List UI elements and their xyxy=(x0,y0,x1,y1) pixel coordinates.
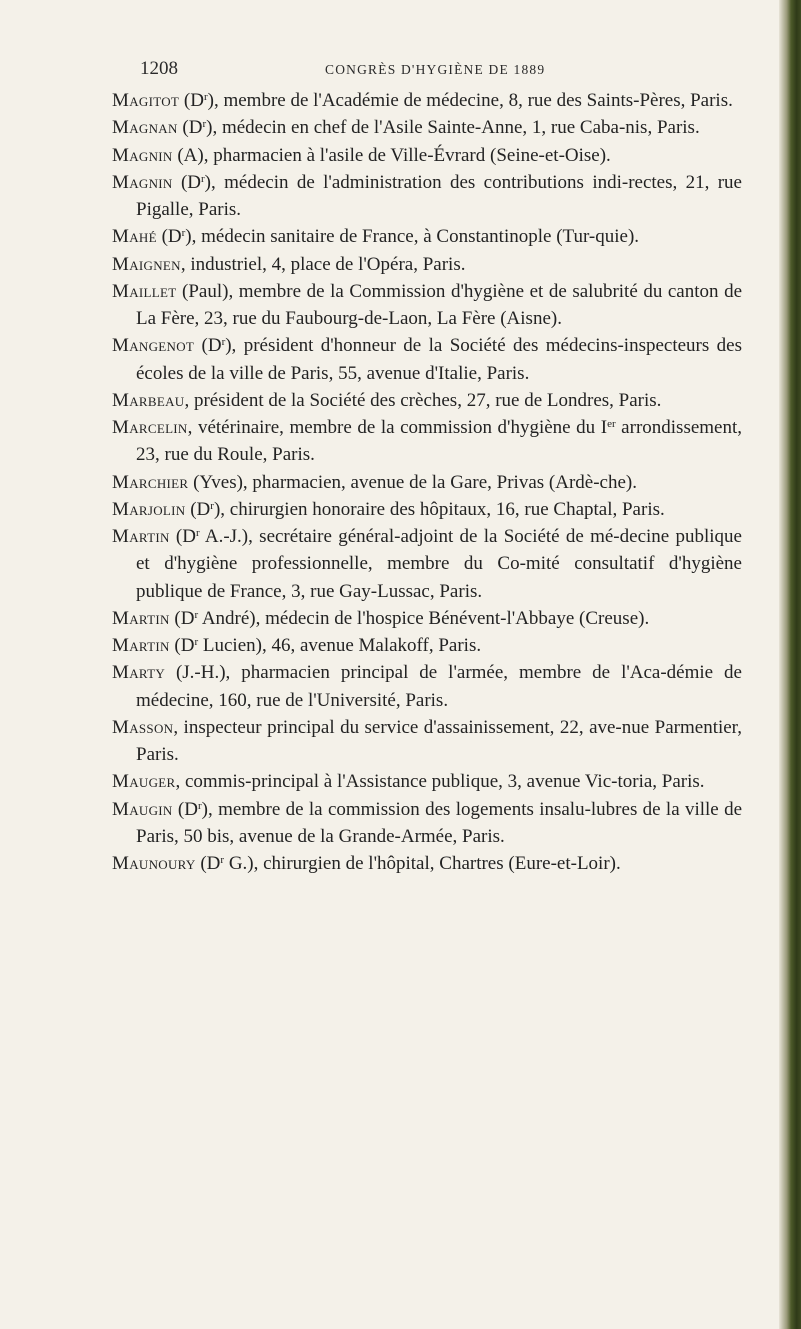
member-name: Mahé xyxy=(112,226,157,248)
member-name: Marbeau xyxy=(112,389,185,411)
list-item: Mangenot $(D^r)$, président d'honneur de la Société des médecins-inspecteurs des écoles de la ville de Paris, 55, avenue d'Italie, Paris. xyxy=(112,335,742,384)
member-name: Magitot xyxy=(112,90,180,111)
member-name: Maillet xyxy=(112,280,177,302)
running-title: CONGRÈS D'HYGIÈNE DE 1889 xyxy=(325,62,546,77)
list-item: Marcelin, vétérinaire, membre de la commission d'hygiène du Ier arrondissement, 23, rue du Roule, Paris. xyxy=(112,417,743,466)
list-item: Magnan $(D^r)$, médecin en chef de l'Asile Sainte-Anne, 1, rue Caba-nis, Paris. xyxy=(112,117,700,139)
list-item: Marty (J.-H.), pharmacien principal de l'armée, membre de l'Aca-démie de médecine, 160, rue de l'Université, Paris. xyxy=(112,662,742,711)
member-name: Masson xyxy=(112,716,174,738)
member-name: Maunoury xyxy=(112,853,196,874)
member-details: vétérinaire, membre de la commission d'hygiène du I xyxy=(197,417,608,438)
member-details: commis-principal à l'Assistance publique, 3, avenue Vic-toria, Paris. xyxy=(184,771,705,793)
member-details: médecin de l'hospice Bénévent-l'Abbaye (Creuse). xyxy=(265,607,650,629)
member-details: inspecteur principal du service d'assainissement, 22, ave-nue Parmentier, Paris. xyxy=(136,716,743,765)
list-item: Martin ($D^r$ André), médecin de l'hospice Bénévent-l'Abbaye (Creuse). xyxy=(112,607,650,629)
member-details: membre de l'Académie de médecine, 8, rue des Saints-Pères, Paris. xyxy=(223,90,733,111)
list-item: Maunoury ($D^r$ G.), chirurgien de l'hôpital, Chartres (Eure-et-Loir). xyxy=(112,853,621,874)
member-details: membre de la Commission d'hygiène et de salubrité du canton de La Fère, 23, rue du Faubourg-de-Laon, La Fère (Aisne). xyxy=(136,280,743,329)
member-name: Magnan xyxy=(112,117,178,139)
member-name: Mangenot xyxy=(112,335,195,357)
page-header xyxy=(140,58,740,88)
list-item: Marbeau, président de la Société des crèches, 27, rue de Londres, Paris. xyxy=(112,389,662,411)
member-details: président d'honneur de la Société des médecins-inspecteurs des écoles de la ville de Paris, 55, avenue d'Italie, Paris. xyxy=(136,335,742,384)
member-name: Marchier xyxy=(112,471,189,493)
list-item: Marchier (Yves), pharmacien, avenue de la Gare, Privas (Ardè-che). xyxy=(112,471,637,493)
member-name: Martin xyxy=(112,526,170,547)
member-name: Maugin xyxy=(112,798,173,820)
list-item: Martin ($D^r$ Lucien), 46, avenue Malakoff, Paris. xyxy=(112,635,482,656)
member-details: médecin sanitaire de France, à Constantinople (Tur-quie). xyxy=(201,226,640,248)
member-details: chirurgien de l'hôpital, Chartres (Eure-et-Loir). xyxy=(263,853,621,874)
list-item: Martin ($D^r$ A.-J.), secrétaire général-adjoint de la Société de mé-decine publique et d'hygiène professionnelle, membre du Co-mité consultatif d'hygiène publique de France, 3, rue Gay-Lussac, Paris. xyxy=(112,526,742,602)
member-name: Magnin xyxy=(112,171,173,193)
list-item: Magnin $(D^r)$, médecin de l'administration des contributions indi-rectes, 21, rue Pigalle, Paris. xyxy=(112,171,742,220)
member-details: médecin en chef de l'Asile Sainte-Anne, 1, rue Caba-nis, Paris. xyxy=(221,117,700,139)
member-details: pharmacien, avenue de la Gare, Privas (Ardè-che). xyxy=(252,471,637,493)
member-name: Marty xyxy=(112,662,166,684)
list-item: Marjolin $(D^r)$, chirurgien honoraire des hôpitaux, 16, rue Chaptal, Paris. xyxy=(112,498,665,520)
member-details: membre de la commission des logements insalu-lubres de la ville de Paris, 50 bis, avenue de la Grande-Armée, Paris. xyxy=(136,798,743,847)
list-item: Mahé $(D^r)$, médecin sanitaire de France, à Constantinople (Tur-quie). xyxy=(112,226,640,248)
member-name: Martin xyxy=(112,607,170,629)
list-item: Mauger, commis-principal à l'Assistance publique, 3, avenue Vic-toria, Paris. xyxy=(112,771,705,793)
member-name: Martin xyxy=(112,635,170,656)
member-name: Magnin xyxy=(112,144,173,166)
list-item: Magitot $(D^r)$, membre de l'Académie de médecine, 8, rue des Saints-Pères, Paris. xyxy=(112,90,733,111)
member-details: président de la Société des crèches, 27, rue de Londres, Paris. xyxy=(193,389,662,411)
member-list xyxy=(112,87,742,877)
member-details: secrétaire général-adjoint de la Société de mé-decine publique et d'hygiène professionnelle, membre du Co-mité consultatif d'hygiène publique de France, 3, rue Gay-Lussac, Paris. xyxy=(136,526,742,602)
list-item: Maillet (Paul), membre de la Commission d'hygiène et de salubrité du canton de La Fère, 23, rue du Faubourg-de-Laon, La Fère (Aisne). xyxy=(112,280,743,329)
page-number: 1208 xyxy=(140,58,178,79)
member-name: Marcelin xyxy=(112,417,188,438)
list-item: Maignen, industriel, 4, place de l'Opéra, Paris. xyxy=(112,253,466,275)
member-details: 46, avenue Malakoff, Paris. xyxy=(271,635,482,656)
member-name: Marjolin xyxy=(112,498,186,520)
member-details: médecin de l'administration des contributions indi-rectes, 21, rue Pigalle, Paris. xyxy=(136,171,742,220)
list-item: Maugin $(D^r)$, membre de la commission des logements insalu-lubres de la ville de Paris, 50 bis, avenue de la Grande-Armée, Paris. xyxy=(112,798,743,847)
list-item: Magnin (A), pharmacien à l'asile de Ville-Évrard (Seine-et-Oise). xyxy=(112,144,611,166)
member-details: pharmacien à l'asile de Ville-Évrard (Seine-et-Oise). xyxy=(213,144,611,166)
member-details: industriel, 4, place de l'Opéra, Paris. xyxy=(190,253,466,275)
list-item: Masson, inspecteur principal du service d'assainissement, 22, ave-nue Parmentier, Paris. xyxy=(112,716,743,765)
member-details: pharmacien principal de l'armée, membre de l'Aca-démie de médecine, 160, rue de l'Université, Paris. xyxy=(136,662,742,711)
member-name: Maignen xyxy=(112,253,181,275)
book-spine-edge xyxy=(779,0,801,1329)
member-name: Mauger xyxy=(112,771,176,793)
member-details: chirurgien honoraire des hôpitaux, 16, rue Chaptal, Paris. xyxy=(229,498,665,520)
